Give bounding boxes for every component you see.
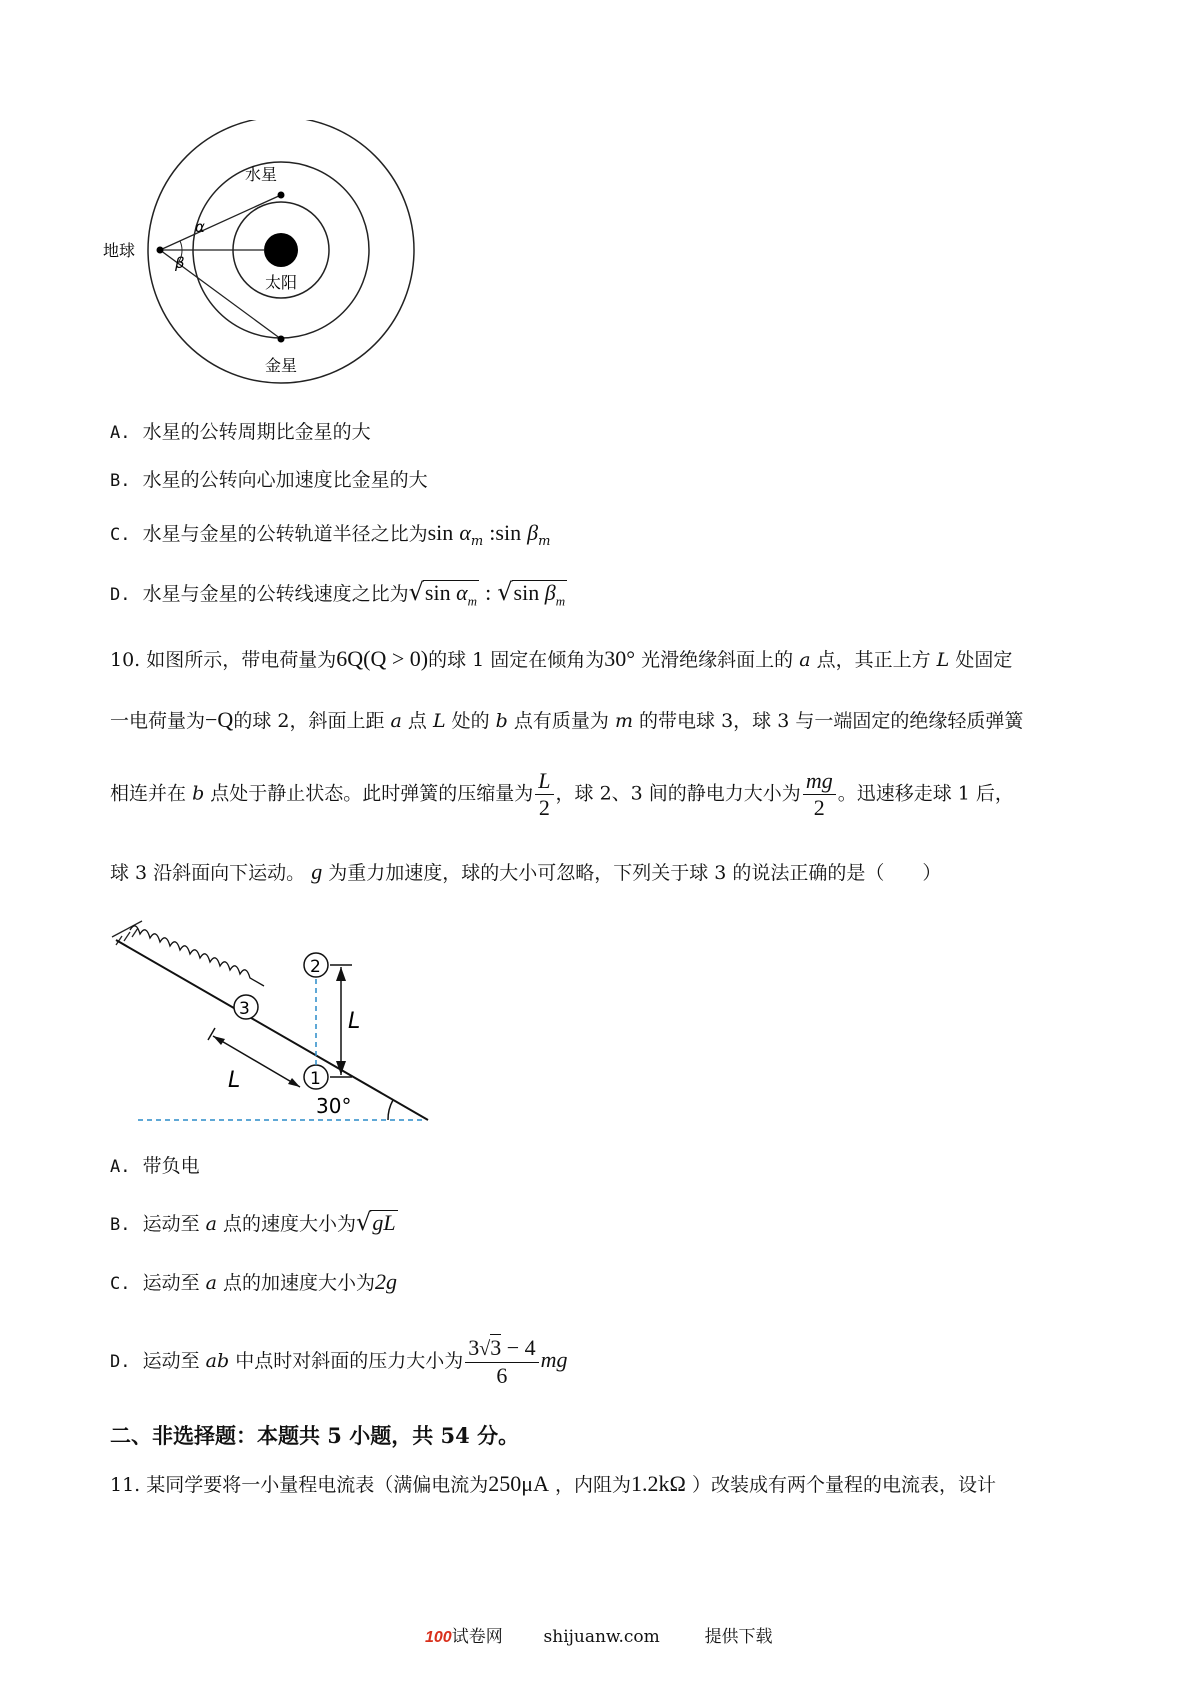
q10-line-2 xyxy=(110,706,1023,735)
var-ab: ab xyxy=(205,1350,230,1372)
incline-L-label: L xyxy=(228,1068,241,1093)
sqrt-sign: √ xyxy=(356,1208,372,1236)
earth-label: 地球 xyxy=(103,241,136,260)
q10-text: 处固定 xyxy=(955,649,1013,671)
q9-option-b xyxy=(110,466,428,495)
q11-text: ）改装成有两个量程的电流表，设计 xyxy=(691,1474,996,1496)
q10-line-3 xyxy=(110,768,1014,821)
formula-sub: m xyxy=(538,533,551,549)
option-letter: A. xyxy=(110,1157,131,1177)
mercury-label: 水星 xyxy=(245,165,278,184)
alpha-label: α xyxy=(195,218,205,236)
var-a: a xyxy=(205,1272,217,1294)
var-m: m xyxy=(614,710,633,732)
option-letter: B. xyxy=(110,1215,131,1235)
question-number: 11. xyxy=(110,1474,141,1496)
venus-label: 金星 xyxy=(265,356,298,375)
ball-3-label: 3 xyxy=(239,999,250,1019)
q11-text: 某同学要将一小量程电流表（满偏电流为 xyxy=(146,1474,489,1496)
q9-option-d xyxy=(110,578,567,613)
var-L: L xyxy=(936,649,950,671)
sqrt-sign: √ xyxy=(497,578,513,606)
q10-text: 的球 1 固定在倾角为 xyxy=(428,649,605,671)
q10-text: 的带电球 3，球 3 与一端固定的绝缘轻质弹簧 xyxy=(639,710,1024,732)
ball-1-label: 1 xyxy=(310,1069,321,1089)
formula-sub: m xyxy=(470,533,484,549)
current-value: 250μA xyxy=(488,1471,549,1496)
option-letter: C. xyxy=(110,525,131,545)
option-text: 中点时对斜面的压力大小为 xyxy=(235,1350,464,1372)
option-letter: B. xyxy=(110,471,131,491)
var-a: a xyxy=(799,649,811,671)
option-text: 点的加速度大小为 xyxy=(223,1272,376,1294)
sun-label: 太阳 xyxy=(265,273,298,292)
formula-2g: 2g xyxy=(375,1269,398,1294)
option-text: 运动至 xyxy=(142,1213,200,1235)
earth-mercury-line xyxy=(160,195,281,250)
q9-option-c xyxy=(110,519,550,556)
q10-text: 一电荷量为 xyxy=(110,710,206,732)
q10-text: 光滑绝缘斜面上的 xyxy=(641,649,794,671)
q10-option-c xyxy=(110,1268,397,1298)
formula-sin: sin xyxy=(427,520,454,545)
arrowhead xyxy=(213,1036,225,1045)
option-text: 水星与金星的公转线速度之比为 xyxy=(142,583,409,605)
arrowhead xyxy=(336,967,346,981)
var-b: b xyxy=(192,782,205,805)
option-text: 带负电 xyxy=(142,1155,200,1177)
q10-option-a xyxy=(110,1152,200,1181)
q10-option-d xyxy=(110,1335,568,1389)
vertical-L-label: L xyxy=(348,1009,361,1034)
charge-expr: −Q xyxy=(205,707,234,732)
earth-dot xyxy=(157,247,164,254)
q10-option-b xyxy=(110,1208,398,1239)
option-text: 水星与金星的公转轨道半径之比为 xyxy=(142,523,428,545)
var-L: L xyxy=(432,710,446,732)
option-text: 运动至 xyxy=(142,1272,200,1294)
q10-text: 点 xyxy=(407,710,427,732)
q10-text: 。迅速移走球 1 后， xyxy=(837,782,1014,805)
fraction-pressure: $\frac{3√3 - 4}{6}$ xyxy=(465,1335,538,1389)
q10-text: 的球 2，斜面上距 xyxy=(233,710,385,732)
q11-text: ，内阻为 xyxy=(555,1474,632,1496)
fraction-mg-over-2: $\frac{mg}{2}$ xyxy=(803,768,836,821)
q10-text: 点有质量为 xyxy=(513,710,609,732)
q10-line-4 xyxy=(110,858,941,887)
option-letter: C. xyxy=(110,1274,131,1294)
question-number: 10. xyxy=(110,649,141,671)
site-logo: 100 xyxy=(425,1629,452,1646)
incline-surface xyxy=(116,940,428,1120)
q10-text: 处的 xyxy=(451,710,490,732)
q10-text: 相连并在 xyxy=(110,782,187,805)
sqrt-sign: √ xyxy=(408,578,424,606)
incline-diagram xyxy=(108,905,438,1130)
download-text: 提供下载 xyxy=(704,1627,773,1647)
section-heading: 二、非选择题：本题共 5 小题，共 54 分。 xyxy=(110,1423,520,1448)
sqrt-body: $\sin \beta_m$ xyxy=(512,580,568,613)
var-a: a xyxy=(390,710,402,732)
beta-label: β xyxy=(175,254,185,272)
option-letter: A. xyxy=(110,423,131,443)
option-letter: D. xyxy=(110,1352,131,1372)
var-g: g xyxy=(311,859,323,884)
angle-label: 30° xyxy=(316,1094,352,1118)
mercury-dot xyxy=(278,192,285,199)
spring xyxy=(130,926,264,986)
site-name: 试卷网 xyxy=(451,1627,503,1647)
incline-L-arrow xyxy=(213,1036,300,1087)
q9-option-a xyxy=(110,418,371,447)
angle-arc xyxy=(388,1100,393,1120)
q10-text: 球 3 沿斜面向下运动。 xyxy=(110,862,306,884)
site-domain[interactable]: shijuanw.com xyxy=(543,1627,660,1647)
angle-expr: 30° xyxy=(604,646,636,671)
q10-text: 如图所示，带电荷量为 xyxy=(146,649,337,671)
formula-sin: sin xyxy=(495,520,522,545)
var-a: a xyxy=(205,1213,217,1235)
q10-text: 点处于静止状态。此时弹簧的压缩量为 xyxy=(210,782,534,805)
sqrt-body: gL xyxy=(372,1210,396,1235)
formula-beta: β xyxy=(527,520,539,545)
formula-colon: : xyxy=(489,520,496,545)
page-footer xyxy=(425,1622,773,1647)
q11-line-1 xyxy=(110,1470,996,1499)
orbit-diagram xyxy=(95,120,455,395)
charge-expr: 6Q(Q > 0) xyxy=(336,646,429,671)
option-text: 水星的公转向心加速度比金星的大 xyxy=(142,469,428,491)
var-b: b xyxy=(495,710,508,732)
formula-colon: : xyxy=(485,580,492,605)
fraction-L-over-2: $\frac{L}{2}$ xyxy=(535,768,553,821)
alpha-arc xyxy=(180,241,182,250)
formula-mg: mg xyxy=(540,1347,568,1372)
option-letter: D. xyxy=(110,585,131,605)
q10-text: 点，其正上方 xyxy=(816,649,931,671)
q10-text: ，球 2、3 间的静电力大小为 xyxy=(555,782,801,805)
option-text: 水星的公转周期比金星的大 xyxy=(142,421,371,443)
resistance-value: 1.2kΩ xyxy=(631,1471,686,1496)
sqrt-body: $\sin \alpha_m$ xyxy=(423,580,479,613)
venus-dot xyxy=(278,336,285,343)
option-text: 点的速度大小为 xyxy=(223,1213,357,1235)
formula-alpha: α xyxy=(459,520,471,545)
ball-2-label: 2 xyxy=(310,957,321,977)
sun-disc xyxy=(264,233,298,267)
option-text: 运动至 xyxy=(142,1350,200,1372)
arrowhead xyxy=(288,1078,300,1087)
q10-text: 为重力加速度，球的大小可忽略，下列关于球 3 的说法正确的是（ ） xyxy=(328,862,942,884)
tick-3 xyxy=(208,1028,215,1040)
q10-line-1 xyxy=(110,645,1012,674)
